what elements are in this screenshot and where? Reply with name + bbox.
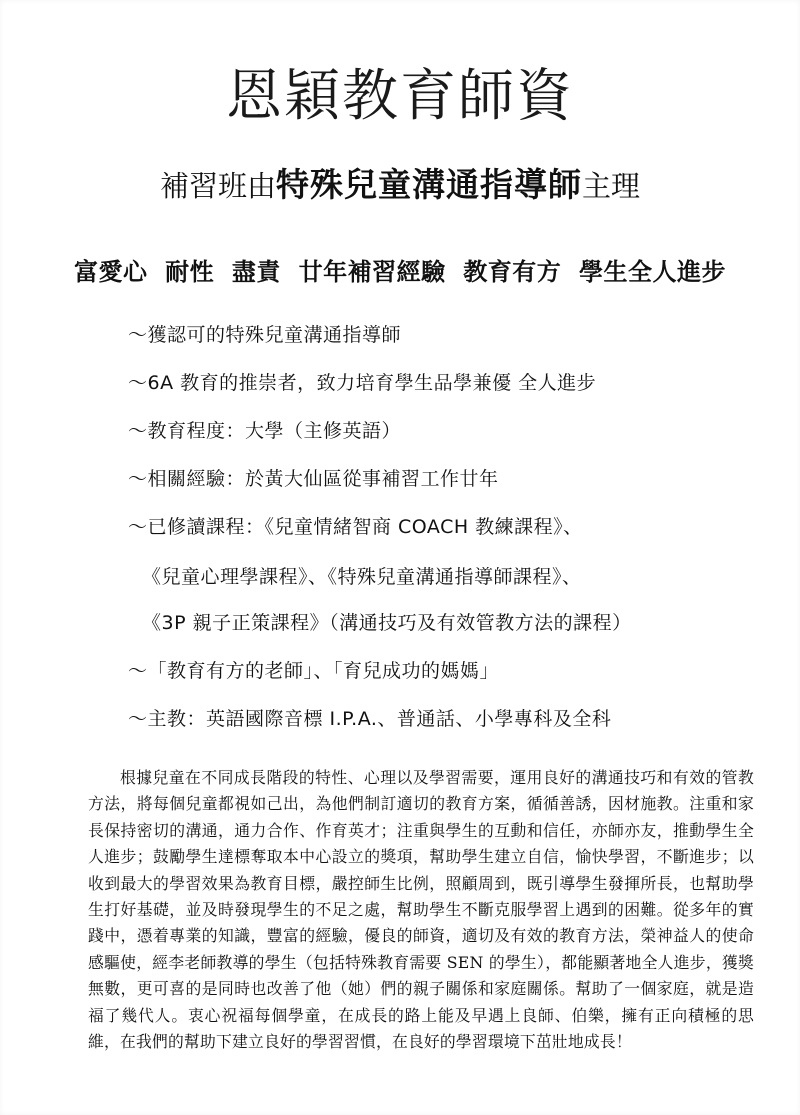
page-title: 恩穎教育師資 bbox=[226, 64, 574, 129]
subtitle-prefix: 補習班由 bbox=[159, 169, 276, 203]
subtitle-emphasis: 特殊兒童溝通指導師 bbox=[276, 165, 582, 204]
tagline: 富愛心 耐性 盡責 廿年補習經驗 教育有方 學生全人進步 bbox=[73, 258, 727, 286]
qualification-item: ～已修讀課程：《兒童情緒智商 COACH 教練課程》、 bbox=[128, 516, 583, 538]
qualification-item: ～相關經驗：於黃大仙區從事補習工作廿年 bbox=[128, 468, 499, 490]
qualification-item: ～「教育有方的老師」、「育兒成功的媽媽」 bbox=[128, 660, 500, 682]
qualification-item-continued: 《3P 親子正策課程》（溝通技巧及有效管教方法的課程） bbox=[142, 612, 632, 634]
subtitle-suffix: 主理 bbox=[582, 169, 641, 203]
qualification-item: ～6A 教育的推崇者，致力培育學生品學兼優 全人進步 bbox=[128, 372, 597, 394]
qualification-item: ～獲認可的特殊兒童溝通指導師 bbox=[128, 324, 402, 346]
subtitle bbox=[0, 165, 800, 204]
qualification-item-continued: 《兒童心理學課程》、《特殊兒童溝通指導師課程》、 bbox=[142, 566, 582, 588]
qualification-item: ～主教：英語國際音標 I.P.A.、普通話、小學專科及全科 bbox=[128, 708, 612, 730]
body-paragraph: 根據兒童在不同成長階段的特性、心理以及學習需要，運用良好的溝通技巧和有效的管教方法，將每個兒童都視如己出，為他們制訂適切的教育方案，循循善誘，因材施教。注重和家長保持密切的溝通，通力合作、作育英才；注重與學生的互動和信任，亦師亦友，推動學生全人進步；鼓勵學生達標奪取本中心設立的獎項，幫助學生建立自信，愉快學習，不斷進步；以收到最大的學習效果為教育目標，嚴控師生比例，照顧周到，既引導學生發揮所長，也幫助學生打好基礎，並及時發現學生的不足之處，幫助學生不斷克服學習上遇到的困難。從多年的實踐中，憑着專業的知識，豐富的經驗，優良的師資，適切及有效的教育方法，榮神益人的使命感驅使，經李老師教導的學生（包括特殊教育需要 SEN 的學生），都能顯著地全人進步，獲獎無數，更可喜的是同時也改善了他（她）們的親子關係和家庭關係。幫助了一個家庭，就是造福了幾代人。衷心祝福每個學童，在成長的路上能及早遇上良師、伯樂，擁有正向積極的思維，在我們的幫助下建立良好的學習習慣，在良好的學習環境下茁壯地成長！ bbox=[88, 768, 754, 1052]
qualification-item: ～教育程度：大學（主修英語） bbox=[128, 420, 402, 442]
